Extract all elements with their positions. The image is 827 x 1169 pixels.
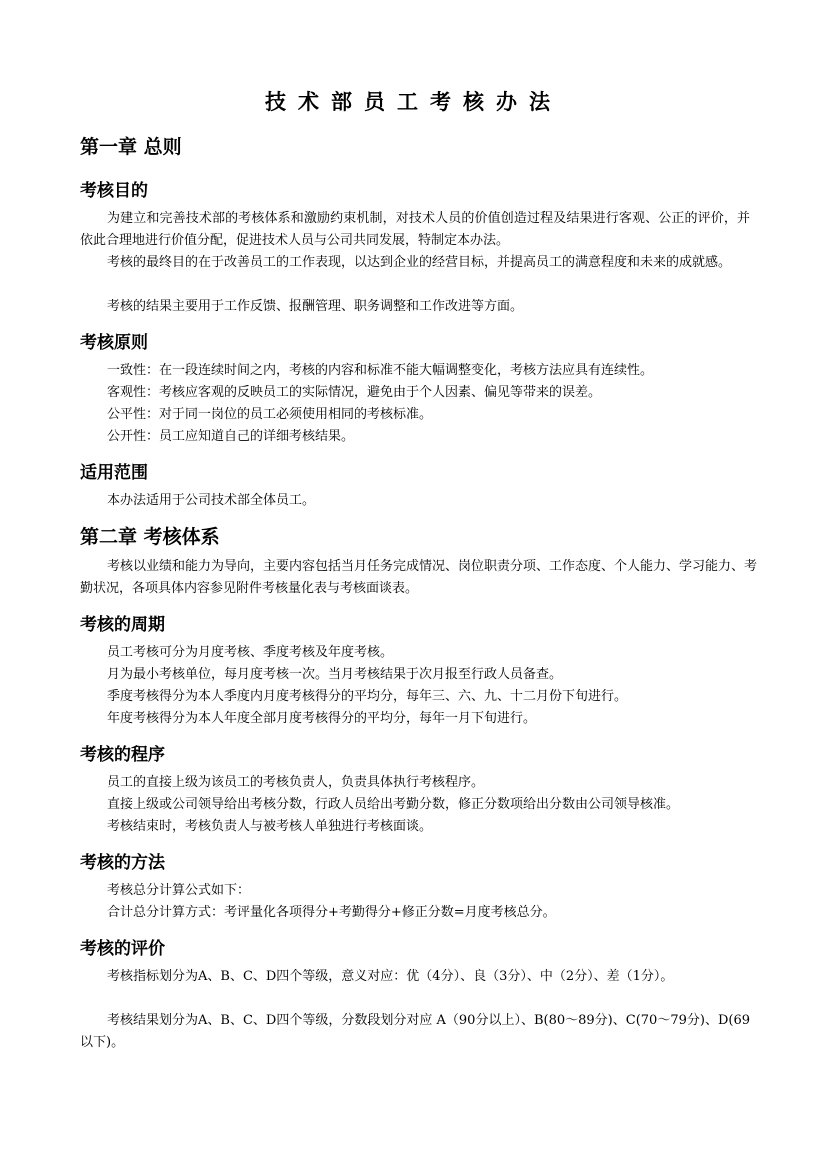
scope-text: 本办法适用于公司技术部全体员工。: [107, 493, 316, 508]
purpose-paragraph-1: 为建立和完善技术部的考核体系和激励约束机制，对技术人员的价值创造过程及结果进行客观、公正的评价，并依此合理地进行价值分配，促进技术人员与公司共同发展，特制定本办法。: [80, 211, 750, 248]
principle-item: 一致性：在一段连续时间之内，考核的内容和标准不能大幅调整变化，考核方法应具有连续性。: [107, 363, 654, 378]
principle-item: 公平性：对于同一岗位的员工必须使用相同的考核标准。: [107, 407, 433, 422]
section-method-heading: 考核的方法: [80, 853, 165, 873]
section-purpose-heading: 考核目的: [80, 181, 148, 201]
section-evaluation-heading: 考核的评价: [80, 939, 165, 959]
procedure-item: 考核结束时，考核负责人与被考核人单独进行考核面谈。: [107, 819, 433, 834]
section-principles-heading: 考核原则: [80, 333, 148, 353]
chapter-2-heading: 第二章 考核体系: [80, 526, 220, 548]
cycle-item: 季度考核得分为本人季度内月度考核得分的平均分，每年三、六、九、十二月份下旬进行。: [107, 689, 628, 704]
evaluation-paragraph-1: 考核指标划分为A、B、C、D四个等级，意义对应：优（4分）、良（3分）、中（2分）、差（1分）。: [107, 969, 674, 984]
cycle-item: 月为最小考核单位，每月度考核一次。当月考核结果于次月报至行政人员备查。: [107, 667, 563, 682]
document-title: 技术部员工考核办法: [265, 90, 562, 114]
purpose-paragraph-3: 考核的结果主要用于工作反馈、报酬管理、职务调整和工作改进等方面。: [107, 299, 524, 314]
purpose-paragraph-2: 考核的最终目的在于改善员工的工作表现，以达到企业的经营目标，并提高员工的满意程度和未来的成就感。: [107, 255, 732, 270]
section-scope-heading: 适用范围: [80, 463, 148, 483]
procedure-item: 直接上级或公司领导给出考核分数，行政人员给出考勤分数，修正分数项给出分数由公司领导核准。: [107, 797, 680, 812]
procedure-item: 员工的直接上级为该员工的考核负责人，负责具体执行考核程序。: [107, 775, 485, 790]
cycle-item: 年度考核得分为本人年度全部月度考核得分的平均分，每年一月下旬进行。: [107, 711, 537, 726]
section-procedure-heading: 考核的程序: [80, 745, 165, 765]
chapter-1-heading: 第一章 总则: [80, 136, 182, 158]
section-cycle-heading: 考核的周期: [80, 615, 165, 635]
cycle-item: 员工考核可分为月度考核、季度考核及年度考核。: [107, 645, 394, 660]
method-item: 合计总分计算方式：考评量化各项得分+考勤得分+修正分数=月度考核总分。: [107, 905, 556, 920]
chapter-2-intro: 考核以业绩和能力为导向，主要内容包括当月任务完成情况、岗位职责分项、工作态度、个人能力、学习能力、考勤状况，各项具体内容参见附件考核量化表与考核面谈表。: [80, 559, 758, 596]
method-item: 考核总分计算公式如下：: [107, 883, 251, 898]
evaluation-paragraph-2: 考核结果划分为A、B、C、D四个等级，分数段划分对应 A（90分以上）、B(80～89分)、C(70～79分)、D(69以下)。: [80, 1013, 750, 1050]
principle-item: 公开性：员工应知道自己的详细考核结果。: [107, 429, 355, 444]
principle-item: 客观性：考核应客观的反映员工的实际情况，避免由于个人因素、偏见等带来的误差。: [107, 385, 602, 400]
